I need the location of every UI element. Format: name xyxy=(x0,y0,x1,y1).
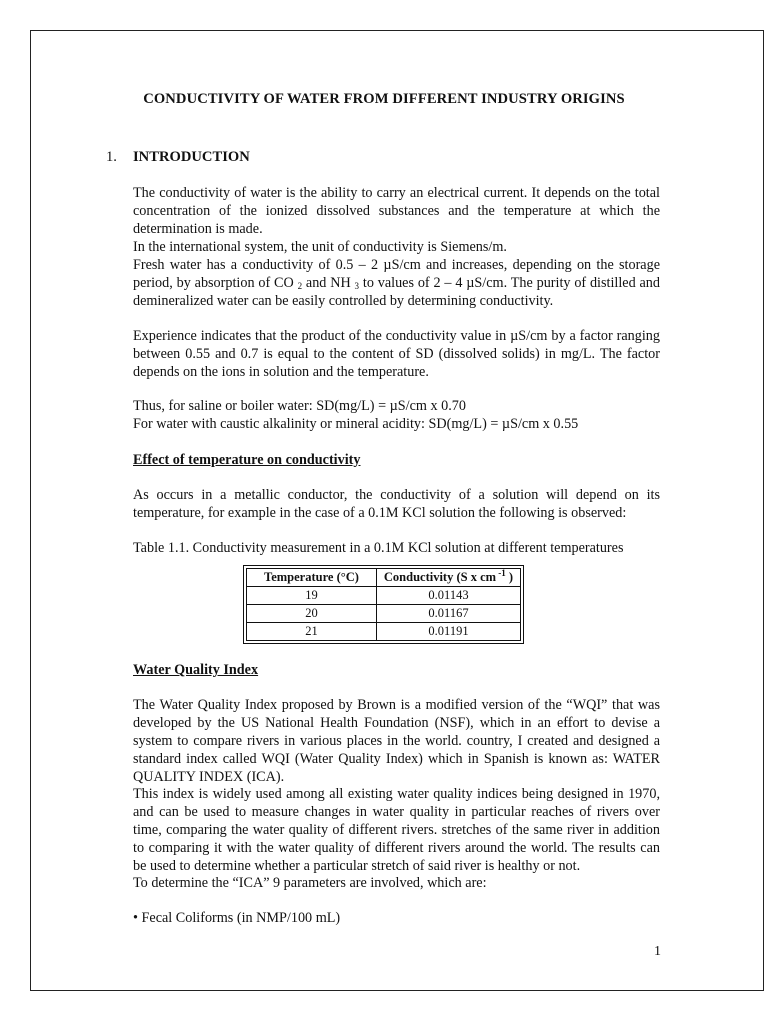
conductivity-cell: 0.01143 xyxy=(377,587,521,605)
intro-paragraph-3: Fresh water has a conductivity of 0.5 – 2 µS/cm and increases, depending on the storage period, by absorption of CO $_2$ and NH $_3$ to values of 2 – 4 µS/cm. The purity of distilled and demineralized water can be easily controlled by determining conductivity. xyxy=(133,257,660,309)
wqi-paragraph-2: This index is widely used among all existing water quality indices being designed in 1970, and can be used to measure changes in water quality in particular reaches of rivers over time, comparing the water quality of different rivers. stretches of the same river in addition to comparing it with the water quality of different rivers around the world. The results can be used to determine whether a particular stretch of said river is healthy or not. xyxy=(133,786,660,874)
conductivity-table xyxy=(246,568,521,641)
table-header-row xyxy=(247,569,521,587)
section-title: INTRODUCTION xyxy=(133,149,250,165)
intro-paragraph-1: The conductivity of water is the ability to carry an electrical current. It depends on the total concentration of the ionized dissolved substances and the temperature at which the determination is made. xyxy=(133,185,660,237)
page-number: 1 xyxy=(654,944,661,959)
wqi-paragraph-1: The Water Quality Index proposed by Brown is a modified version of the “WQI” that was developed by the US National Health Foundation (NSF), which in an effort to devise a system to compare rivers in various places in the world. country, I created and designed a standard index called WQI (Water Quality Index) which in Spanish is known as: WATER QUALITY INDEX (ICA). xyxy=(133,697,660,785)
table-row xyxy=(247,623,521,641)
wqi-paragraph-3: To determine the “ICA” 9 parameters are involved, which are: xyxy=(133,875,487,891)
document-title: CONDUCTIVITY OF WATER FROM DIFFERENT INDUSTRY ORIGINS xyxy=(143,91,625,107)
table-caption: Table 1.1. Conductivity measurement in a 0.1M KCl solution at different temperatures xyxy=(133,540,624,556)
temperature-paragraph: As occurs in a metallic conductor, the conductivity of a solution will depend on its temperature, for example in the case of a 0.1M KCl solution the following is observed: xyxy=(133,487,660,521)
formula-caustic: For water with caustic alkalinity or mineral acidity: SD(mg/L) = µS/cm x 0.55 xyxy=(133,416,579,432)
temperature-cell: 20 xyxy=(247,605,377,623)
formula-saline: Thus, for saline or boiler water: SD(mg/L) = µS/cm x 0.70 xyxy=(133,398,466,414)
table-row xyxy=(247,587,521,605)
temperature-subheading: Effect of temperature on conductivity xyxy=(133,452,361,468)
intro-paragraph-2: In the international system, the unit of conductivity is Siemens/m. xyxy=(133,239,507,255)
intro-paragraph-4: Experience indicates that the product of the conductivity value in µS/cm by a factor ranging between 0.55 and 0.7 is equal to the content of SD (dissolved solids) in mg/L. The factor depends on the ions in solution and the temperature. xyxy=(133,328,660,380)
temperature-header: Temperature (°C) xyxy=(247,569,377,587)
conductivity-cell: 0.01167 xyxy=(377,605,521,623)
table-row xyxy=(247,605,521,623)
section-number: 1. xyxy=(106,149,117,165)
section-heading xyxy=(106,149,250,166)
wqi-subheading: Water Quality Index xyxy=(133,662,259,678)
conductivity-table-frame xyxy=(243,565,524,644)
list-item: • Fecal Coliforms (in NMP/100 mL) xyxy=(133,910,341,926)
conductivity-header: Conductivity (S x cm $^{-1}$ ) xyxy=(377,569,521,587)
conductivity-cell: 0.01191 xyxy=(377,623,521,641)
temperature-cell: 19 xyxy=(247,587,377,605)
temperature-cell: 21 xyxy=(247,623,377,641)
